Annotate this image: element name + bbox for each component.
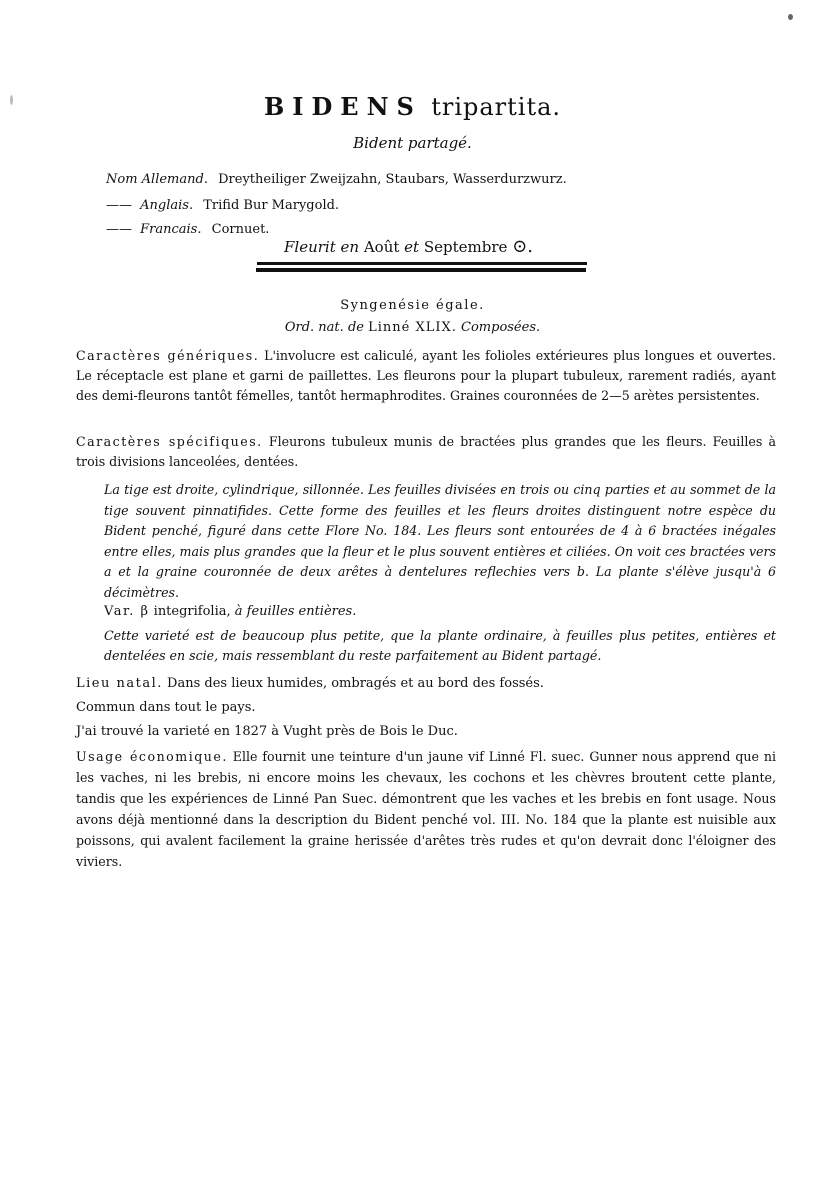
- specific-text: Fleurons tubuleux munis de bractées plus grandes que les fleurs. Feuilles à trois divisions lanceolées, dentées.: [76, 434, 776, 469]
- value-english: Trifid Bur Marygold.: [203, 198, 340, 213]
- found-line: J'ai trouvé la varieté en 1827 à Vught près de Bois le Duc.: [76, 724, 458, 739]
- variety-text: Cette varieté est de beaucoup plus petite, que la plante ordinaire, à feuilles plus petites, entières et dentelées en scie, mais ressemblant du reste parfaitement au Bident partagé.: [104, 628, 776, 663]
- de-text: de: [347, 320, 364, 335]
- flowering-line: [284, 236, 533, 257]
- generic-characters: [76, 346, 776, 406]
- variety-name: integrifolia,: [153, 604, 231, 619]
- description: La tige est droite, cylindrique, sillonnée. Les feuilles divisées en trois ou cinq parties et au sommet de la tige souvent pinnatifides. Cette forme des feuilles et les fleurs droites distinguent notre espèce du Bident penché, figuré dans cette Flore No. 184. Les fleurs sont entourées de 4 à 6 bractées inégales entre elles, mais plus grandes que la fleur et le plus souvent entières et ciliées. On voit ces bractées vers a et la graine couronnée de deux arêtes à dentelures reflechies vers b. La plante s'élève jusqu'à 6 décimètres.: [104, 482, 776, 600]
- usage-text: Elle fournit une teinture d'un jaune vif Linné Fl. suec. Gunner nous apprend que ni les vaches, ni les brebis, ni encore moins les chevaux, les cochons et les chèvres broutent cette plante, tandis que les expériences de Linné Pan Suec. démontrent que les vaches et les brebis en font usage. Nous avons déjà mentionné dans la description du Bident penché vol. III. No. 184 que la plante est nuisible aux poissons, qui avalent facilement la graine herissée d'arêtes très rudes et qu'on devrait donc l'éloigner des viviers.: [76, 749, 776, 869]
- title-genus: BIDENS: [263, 92, 422, 121]
- rule-top: [257, 262, 587, 265]
- ink-speck: [788, 14, 793, 20]
- variety-desc: à feuilles entières.: [234, 604, 357, 619]
- month-septembre: Septembre: [423, 238, 508, 256]
- label-german: Nom Allemand.: [106, 172, 208, 187]
- rule-bottom: [256, 268, 586, 272]
- habitat-text: Dans des lieux humides, ombragés et au bord des fossés.: [167, 676, 544, 691]
- common-line: Commun dans tout le pays.: [76, 700, 256, 715]
- value-german: Dreytheiliger Zweijzahn, Staubars, Wasserdurzwurz.: [218, 172, 567, 187]
- class-syngenesie: Syngenésie égale.: [340, 298, 485, 313]
- class-order: [0, 320, 825, 335]
- name-french: [106, 222, 269, 237]
- label-english: Anglais.: [140, 198, 194, 213]
- et-text: et: [404, 238, 420, 256]
- dash: ——: [106, 222, 132, 237]
- composees: Composées.: [461, 320, 541, 335]
- linne-order: Linné XLIX.: [368, 320, 457, 335]
- variety-label: Var. β: [104, 604, 150, 619]
- specific-characters: [76, 432, 776, 472]
- label-french: Francais.: [140, 222, 202, 237]
- subtitle: Bident partagé.: [353, 134, 472, 152]
- generic-text: L'involucre est caliculé, ayant les folioles extérieures plus longues et ouvertes. Le réceptacle est plane et garni de paillettes. Les fleurons pour la plupart tubuleux, rarement radiés, ayant des demi-fleurons tantôt fémelles, tantôt hermaphrodites. Graines couronnées de 2—5 arètes persistentes.: [76, 348, 776, 403]
- value-french: Cornuet.: [211, 222, 270, 237]
- habitat-heading: Lieu natal.: [76, 676, 163, 691]
- fleurit-text: Fleurit en: [284, 238, 360, 256]
- generic-heading: Caractères génériques.: [76, 348, 260, 363]
- page-title: [0, 92, 825, 121]
- economic-usage: [76, 746, 776, 872]
- ord-nat: Ord. nat.: [284, 320, 344, 335]
- dash: ——: [106, 198, 132, 213]
- variety-line: [104, 604, 356, 619]
- usage-heading: Usage économique.: [76, 749, 228, 764]
- name-german: [106, 172, 567, 187]
- habitat: [76, 676, 544, 691]
- specific-heading: Caractères spécifiques.: [76, 434, 263, 449]
- name-english: [106, 198, 339, 213]
- month-aout: Août: [363, 238, 400, 256]
- title-species: tripartita.: [431, 93, 562, 121]
- annual-symbol: ⊙.: [512, 236, 533, 257]
